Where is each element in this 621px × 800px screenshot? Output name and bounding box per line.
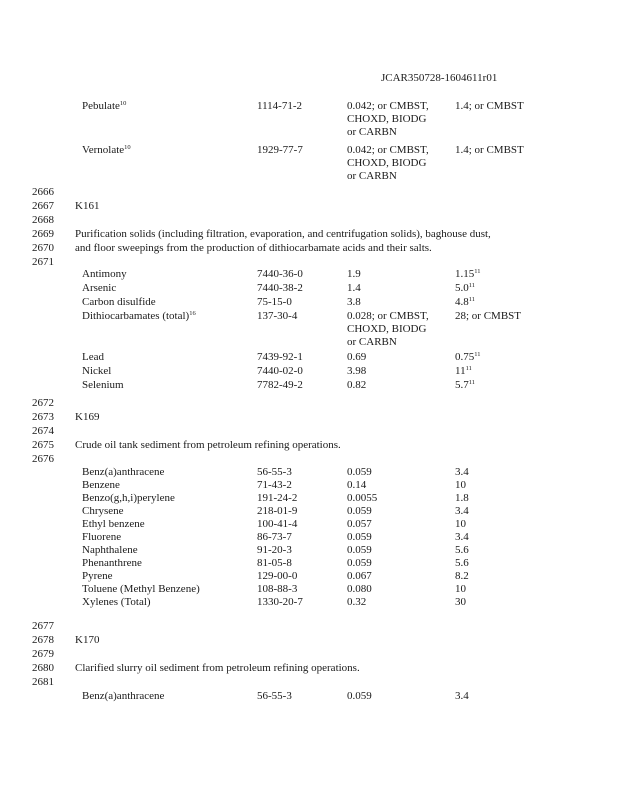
line-number: 2674 [32, 425, 54, 437]
wastewater-standard: 0.028; or CMBST, [347, 310, 429, 322]
wastewater-standard: or CARBN [347, 126, 397, 138]
document-id: JCAR350728-1604611r01 [381, 72, 498, 84]
nonwastewater-standard: 1.4; or CMBST [455, 100, 524, 112]
constituent-name: Antimony [82, 268, 127, 280]
waste-description: Purification solids (including filtration, evaporation, and centrifugation solids), baghouse dust, [75, 228, 491, 240]
cas-number: 137-30-4 [257, 310, 298, 322]
waste-code: K161 [75, 200, 100, 212]
constituent-name: Pyrene [82, 570, 113, 582]
wastewater-standard: 0.69 [347, 351, 367, 363]
line-number: 2667 [32, 200, 54, 212]
line-number: 2673 [32, 411, 54, 423]
constituent-name: Arsenic [82, 282, 117, 294]
wastewater-standard: 0.32 [347, 596, 367, 608]
constituent-name: Selenium [82, 379, 124, 391]
constituent-name: Toluene (Methyl Benzene) [82, 583, 200, 595]
line-number: 2679 [32, 648, 54, 660]
constituent-name: Vernolate$^{10}$ [82, 144, 131, 156]
cas-number: 7440-38-2 [257, 282, 303, 294]
nonwastewater-standard: 0.75$^{11}$ [455, 351, 481, 363]
line-number: 2670 [32, 242, 54, 254]
wastewater-standard: 0.14 [347, 479, 367, 491]
line-number: 2681 [32, 676, 54, 688]
nonwastewater-standard: 3.4 [455, 505, 469, 517]
constituent-name: Chrysene [82, 505, 124, 517]
wastewater-standard: 1.9 [347, 268, 361, 280]
cas-number: 56-55-3 [257, 466, 292, 478]
wastewater-standard: or CARBN [347, 336, 397, 348]
constituent-name: Lead [82, 351, 104, 363]
nonwastewater-standard: 1.8 [455, 492, 469, 504]
wastewater-standard: 1.4 [347, 282, 361, 294]
line-number: 2678 [32, 634, 54, 646]
cas-number: 1114-71-2 [257, 100, 303, 112]
wastewater-standard: 3.8 [347, 296, 361, 308]
nonwastewater-standard: $5.7^{11}$ [455, 379, 476, 391]
wastewater-standard: 0.059 [347, 466, 372, 478]
line-number: 2677 [32, 620, 54, 632]
wastewater-standard: 0.059 [347, 531, 372, 543]
cas-number: 191-24-2 [257, 492, 298, 504]
nonwastewater-standard: 3.4 [455, 531, 469, 543]
cas-number: 75-15-0 [257, 296, 292, 308]
cas-number: 86-73-7 [257, 531, 292, 543]
line-number: 2680 [32, 662, 54, 674]
constituent-name: Carbon disulfide [82, 296, 156, 308]
constituent-name: Benz(a)anthracene [82, 690, 165, 702]
wastewater-standard: 0.059 [347, 505, 372, 517]
cas-number: 7439-92-1 [257, 351, 303, 363]
waste-code: K170 [75, 634, 100, 646]
cas-number: 91-20-3 [257, 544, 292, 556]
wastewater-standard: 0.059 [347, 690, 372, 702]
constituent-name: Phenanthrene [82, 557, 142, 569]
cas-number: 56-55-3 [257, 690, 292, 702]
constituent-name: Naphthalene [82, 544, 138, 556]
wastewater-standard: 0.080 [347, 583, 372, 595]
constituent-name: Xylenes (Total) [82, 596, 151, 608]
cas-number: 100-41-4 [257, 518, 298, 530]
nonwastewater-standard: 3.4 [455, 466, 469, 478]
waste-description: Clarified slurry oil sediment from petroleum refining operations. [75, 662, 360, 674]
wastewater-standard: CHOXD, BIODG [347, 323, 427, 335]
nonwastewater-standard: 5.6 [455, 544, 469, 556]
constituent-name: Dithiocarbamates (total)$^{16}$ [82, 310, 196, 322]
constituent-name: Ethyl benzene [82, 518, 145, 530]
cas-number: 218-01-9 [257, 505, 298, 517]
nonwastewater-standard: $4.8^{11}$ [455, 296, 476, 308]
wastewater-standard: CHOXD, BIODG [347, 157, 427, 169]
nonwastewater-standard: 1.4; or CMBST [455, 144, 524, 156]
nonwastewater-standard: 5.6 [455, 557, 469, 569]
nonwastewater-standard: 10 [455, 518, 466, 530]
line-number: 2672 [32, 397, 54, 409]
wastewater-standard: 0.059 [347, 557, 372, 569]
line-number: 2666 [32, 186, 54, 198]
constituent-name: Pebulate$^{10}$ [82, 100, 127, 112]
nonwastewater-standard: $11^{11}$ [455, 365, 472, 377]
nonwastewater-standard: 10 [455, 583, 466, 595]
constituent-name: Fluorene [82, 531, 122, 543]
wastewater-standard: or CARBN [347, 170, 397, 182]
wastewater-standard: 3.98 [347, 365, 367, 377]
cas-number: 7440-36-0 [257, 268, 303, 280]
waste-code: K169 [75, 411, 100, 423]
nonwastewater-standard: 28; or CMBST [455, 310, 522, 322]
nonwastewater-standard: $5.0^{11}$ [455, 282, 476, 294]
wastewater-standard: 0.042; or CMBST, [347, 144, 429, 156]
wastewater-standard: CHOXD, BIODG [347, 113, 427, 125]
cas-number: 7440-02-0 [257, 365, 303, 377]
nonwastewater-standard: 10 [455, 479, 466, 491]
line-number: 2676 [32, 453, 54, 465]
cas-number: 1330-20-7 [257, 596, 303, 608]
nonwastewater-standard: 8.2 [455, 570, 469, 582]
cas-number: 71-43-2 [257, 479, 292, 491]
line-number: 2675 [32, 439, 54, 451]
wastewater-standard: 0.059 [347, 544, 372, 556]
constituent-name: Benzo(g,h,i)perylene [82, 492, 175, 504]
wastewater-standard: 0.057 [347, 518, 372, 530]
wastewater-standard: 0.067 [347, 570, 372, 582]
constituent-name: Nickel [82, 365, 112, 377]
wastewater-standard: 0.82 [347, 379, 367, 391]
constituent-name: Benz(a)anthracene [82, 466, 165, 478]
cas-number: 7782-49-2 [257, 379, 303, 391]
waste-description: Crude oil tank sediment from petroleum refining operations. [75, 439, 341, 451]
constituent-name: Benzene [82, 479, 120, 491]
line-number: 2668 [32, 214, 54, 226]
nonwastewater-standard: 30 [455, 596, 466, 608]
cas-number: 1929-77-7 [257, 144, 303, 156]
cas-number: 108-88-3 [257, 583, 298, 595]
waste-description: and floor sweepings from the production of dithiocarbamate acids and their salts. [75, 242, 432, 254]
wastewater-standard: 0.042; or CMBST, [347, 100, 429, 112]
cas-number: 129-00-0 [257, 570, 298, 582]
line-number: 2671 [32, 256, 54, 268]
nonwastewater-standard: 3.4 [455, 690, 469, 702]
line-number: 2669 [32, 228, 54, 240]
wastewater-standard: 0.0055 [347, 492, 378, 504]
cas-number: 81-05-8 [257, 557, 292, 569]
nonwastewater-standard: 1.15$^{11}$ [455, 268, 481, 280]
